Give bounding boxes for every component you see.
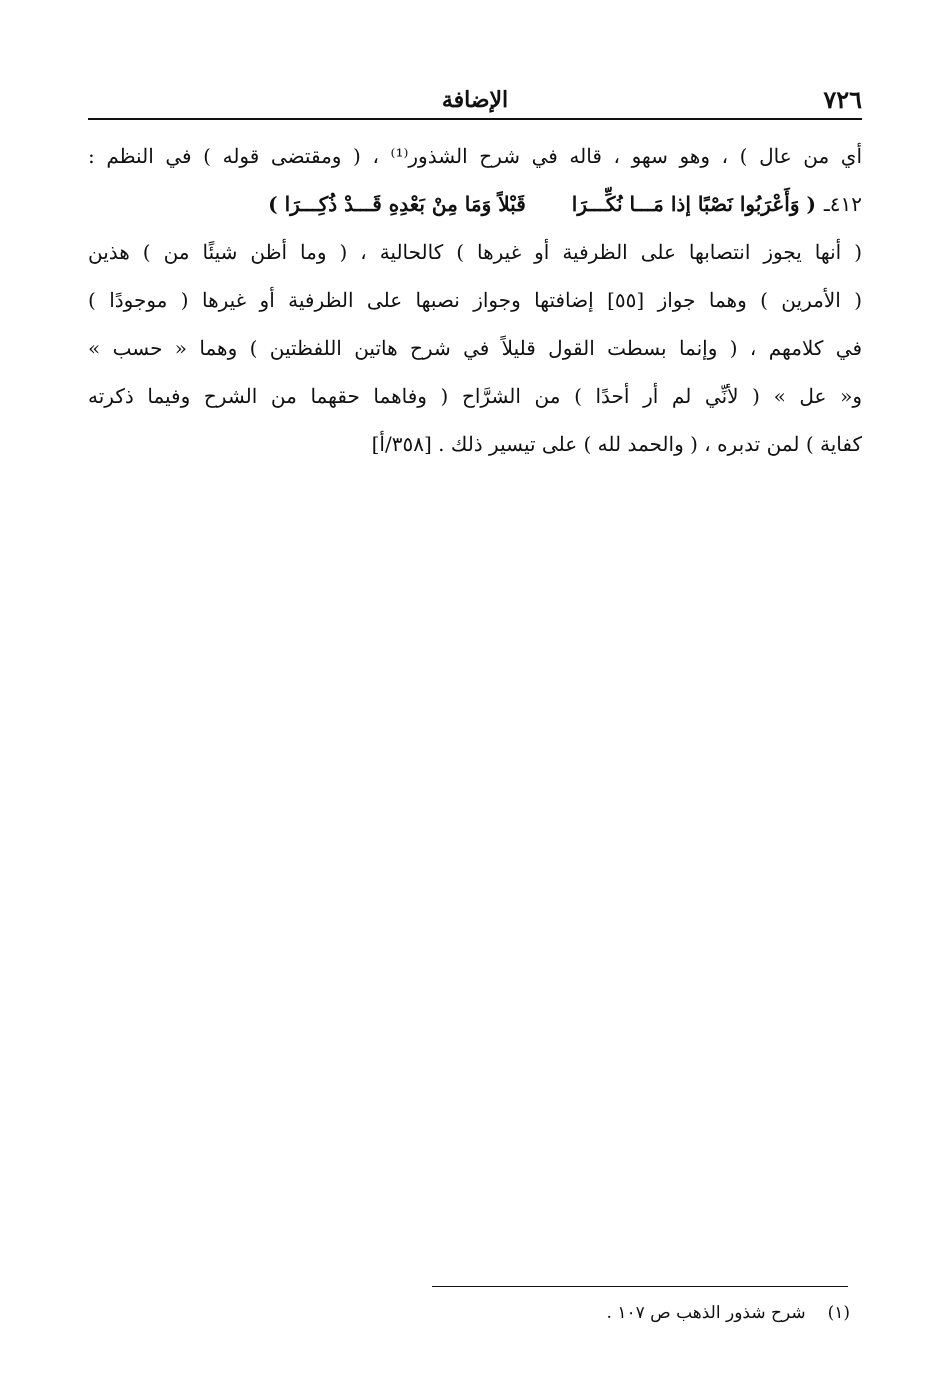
text-line: كفاية ) لمن تدبره ، ( والحمد لله ) على تيسير ذلك . [٣٥٨/أ]: [371, 432, 862, 456]
footnote-rule: [432, 1286, 848, 1287]
text-line: ( الأمرين ) وهما جواز [٥٥] إضافتها وجواز نصبها على الظرفية أو غيرها ( موجودًا ): [88, 288, 862, 312]
text-line: أي من عال ) ، وهو سهو ، قاله في شرح الشذور⁽¹⁾ ، ( ومقتضى قوله ) في النظم :: [88, 144, 862, 168]
footnote: [430, 1300, 850, 1326]
verse-first-hemistich: ( وَأَعْرَبُوا نَصْبًا إذا مَـــا نُكِّـــرَا: [571, 192, 816, 216]
text-line: في كلامهم ، ( وإنما بسطت القول قليلاً في شرح هاتين اللفظتين ) وهما « حسب »: [88, 336, 862, 360]
header-rule: [88, 118, 862, 120]
chapter-title: الإضافة: [441, 87, 509, 113]
main-text: [88, 132, 862, 468]
running-head: [88, 84, 862, 116]
verse-number: ٤١٢ـ: [823, 192, 862, 216]
footnote-number: (١): [827, 1303, 850, 1323]
verse-line: [88, 180, 862, 228]
text-line: ( أنها يجوز انتصابها على الظرفية أو غيرها ) كالحالية ، ( وما أظن شيئًا من ) هذين: [88, 240, 862, 264]
page-number: ٧٢٦: [823, 85, 862, 114]
text-line: و« عل » ( لأنِّي لم أر أحدًا ) من الشرَّاح ( وفاهما حقهما من الشرح وفيما ذكرته: [88, 384, 862, 408]
footnote-text: شرح شذور الذهب ص ١٠٧ .: [606, 1303, 806, 1323]
verse-second-hemistich: قَبْلاً وَمَا مِنْ بَعْدِهِ قَـــدْ ذُكِـــرَا ): [268, 192, 526, 216]
